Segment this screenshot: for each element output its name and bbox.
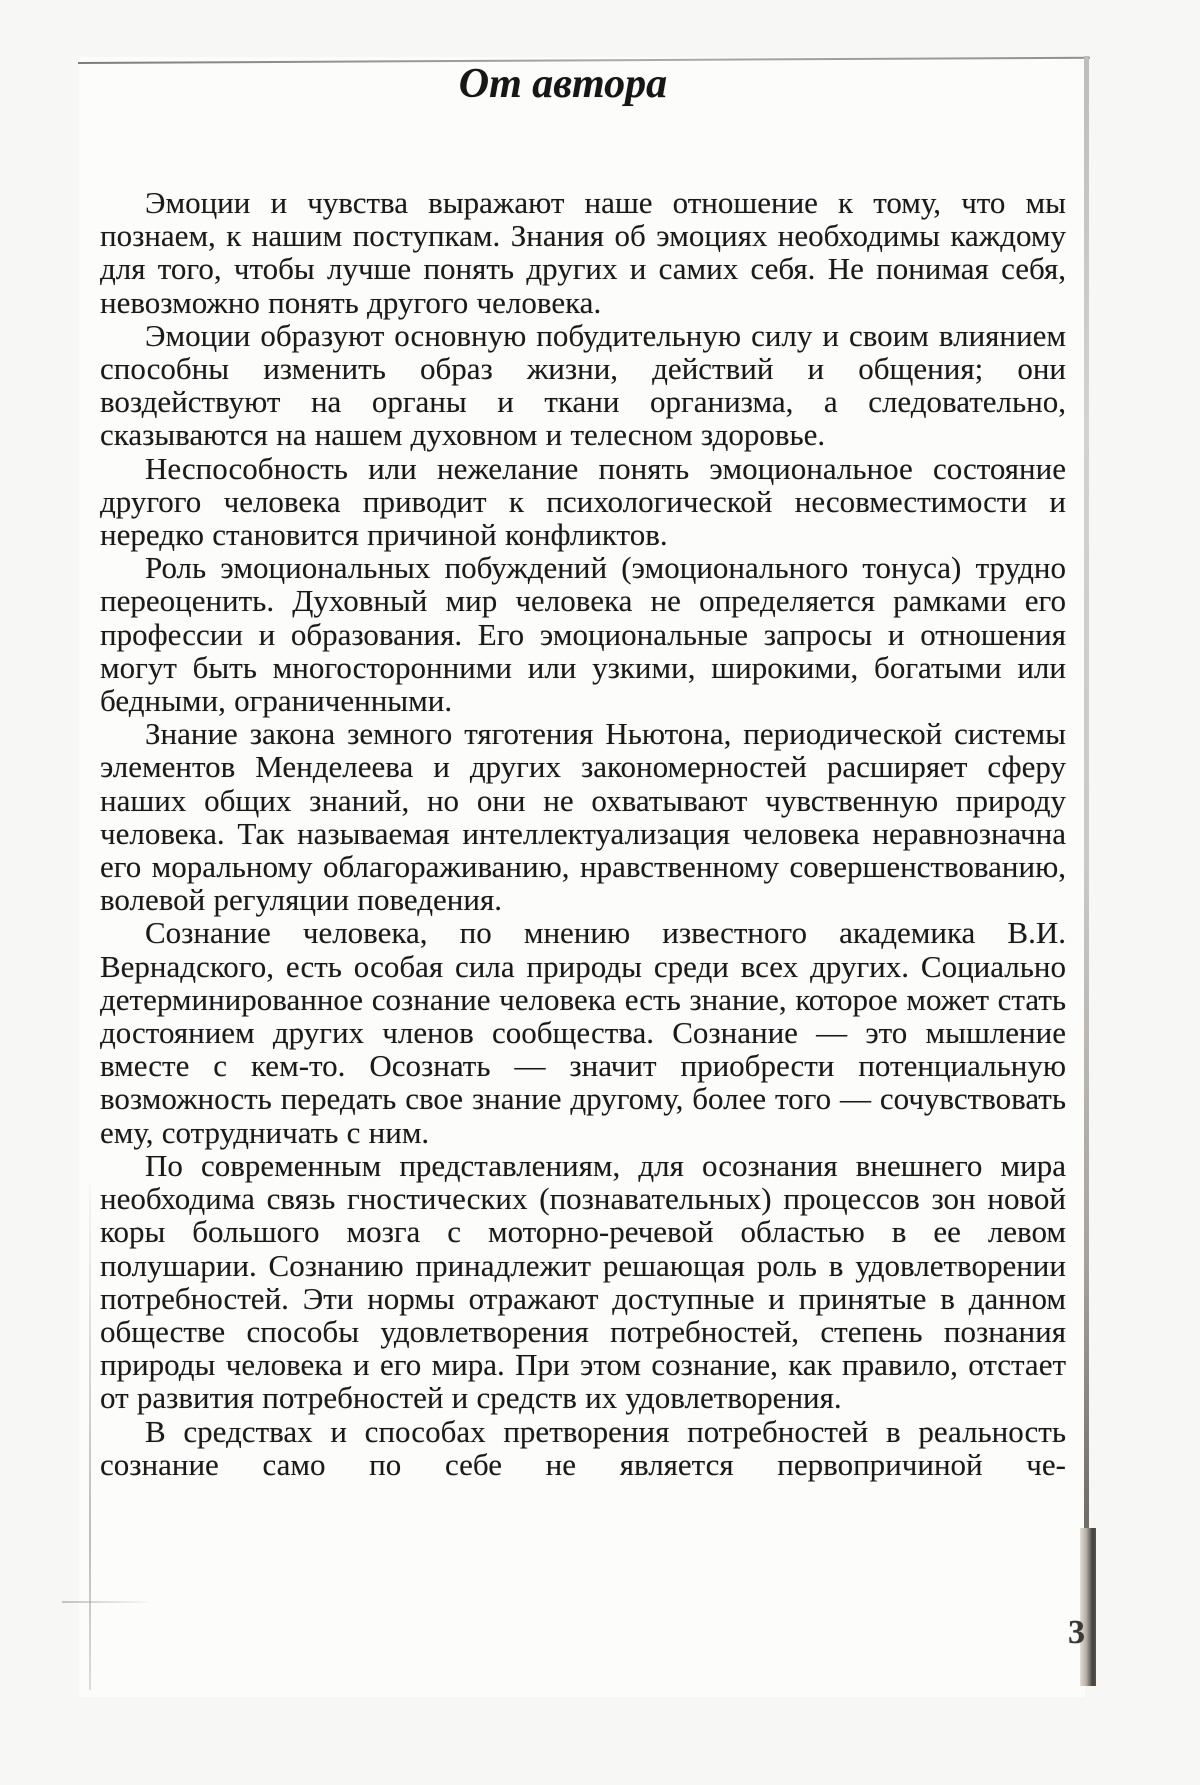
paragraph-3: Неспособность или нежелание понять эмоциональное состояние другого человека приводит к психологической несовместимости и нередко становится причиной конфликтов. [100,450,1066,553]
page-title: От автора [458,61,668,107]
page-left-edge [89,1185,91,1690]
paragraph-6: Сознание человека, по мнению известного академика В.И. Вернадского, есть особая сила природы среди всех других. Социально детерминированное сознание человека есть знание, которое может стать достоянием других членов сообщества. Сознание — это мышление вместе с кем-то. Осознать — значит приобрести потенциальную возможность передать свое знание другому, более того — сочувствовать ему, сотрудничать с ним. [100,915,1066,1150]
page-right-edge-shadow [1080,1528,1096,1686]
paragraph-8: В средствах и способах претворения потребностей в реальность сознание само по себе не является первопричиной че- [100,1413,1066,1482]
page-bottom-edge [62,1601,148,1603]
paragraph-1: Эмоции и чувства выражают наше отношение к тому, что мы познаем, к нашим поступкам. Знания об эмоциях необходимы каждому для того, чтобы лучше понять других и самих себя. Не понимая себя, невозможно понять другого человека. [100,185,1066,320]
page-right-edge [1084,56,1089,1531]
page-number: 3 [1068,1614,1085,1651]
paragraph-7: По современным представлениям, для осознания внешнего мира необходима связь гностических (познавательных) процессов зон новой коры большого мозга с моторно-речевой областью в ее левом полушарии. Сознанию принадлежит решающая роль в удовлетворении потребностей. Эти нормы отражают доступные и принятые в данном обществе способы удовлетворения потребностей, степень познания природы человека и его мира. При этом сознание, как правило, отстает от развития потребностей и средств их удовлетворения. [100,1147,1066,1416]
text-block [100,186,1066,1481]
paragraph-4: Роль эмоциональных побуждений (эмоционального тонуса) трудно переоценить. Духовный мир человека не определяется рамками его профессии и образования. Его эмоциональные запросы и отношения могут быть многосторонними или узкими, широкими, богатыми или бедными, ограниченными. [100,550,1066,719]
paragraph-2: Эмоции образуют основную побудительную силу и своим влиянием способны изменить образ жизни, действий и общения; они воздействуют на органы и ткани организма, а следовательно, сказываются на нашем духовном и телесном здоровье. [100,317,1066,453]
paragraph-5: Знание закона земного тяготения Ньютона, периодической системы элементов Менделеева и других закономерностей расширяет сферу наших общих знаний, но они не охватывают чувственную природу человека. Так называемая интеллектуализация человека неравнозначна его моральному облагораживанию, нравственному совершенствованию, волевой регуляции поведения. [100,716,1066,918]
